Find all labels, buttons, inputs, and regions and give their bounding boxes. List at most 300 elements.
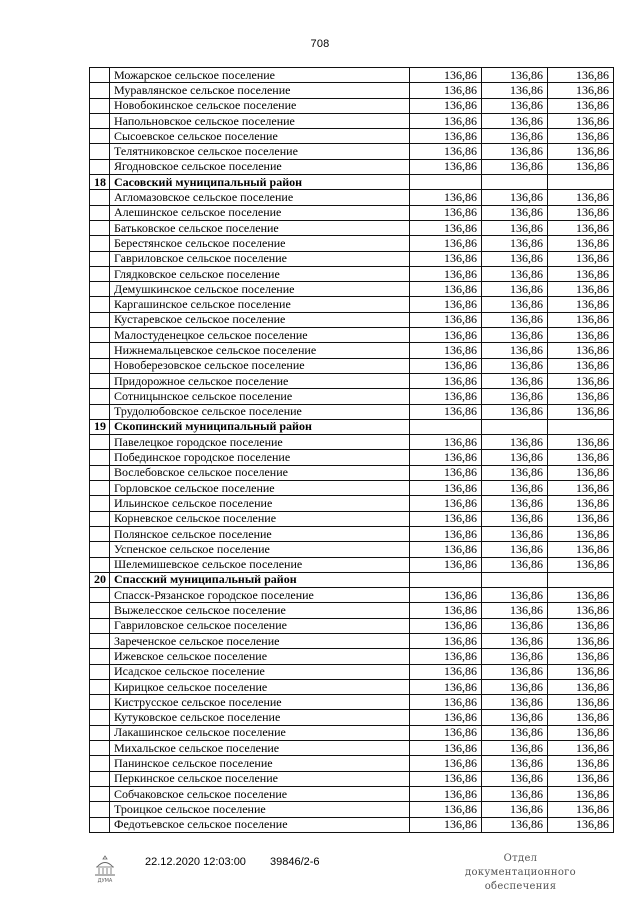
row-number: [90, 695, 110, 710]
value-col-3: 136,86: [548, 98, 614, 113]
row-number: [90, 618, 110, 633]
data-table: [89, 67, 614, 833]
value-col-1: 136,86: [410, 664, 482, 679]
value-col-1: 136,86: [410, 159, 482, 174]
table-row: [90, 542, 614, 557]
value-col-3: 136,86: [548, 266, 614, 281]
value-col-2: 136,86: [482, 557, 548, 572]
table-row: [90, 802, 614, 817]
value-col-2: [482, 419, 548, 434]
value-col-2: 136,86: [482, 526, 548, 541]
value-col-3: 136,86: [548, 481, 614, 496]
settlement-name: Гавриловское сельское поселение: [110, 618, 410, 633]
table-row: [90, 741, 614, 756]
table-row: [90, 450, 614, 465]
value-col-1: 136,86: [410, 771, 482, 786]
value-col-3: 136,86: [548, 129, 614, 144]
stamp-line-1: Отдел документационного: [465, 853, 576, 878]
value-col-1: 136,86: [410, 266, 482, 281]
row-number: [90, 786, 110, 801]
table-row: [90, 190, 614, 205]
row-number: [90, 297, 110, 312]
settlement-name: Побединское городское поселение: [110, 450, 410, 465]
settlement-name: Перкинское сельское поселение: [110, 771, 410, 786]
value-col-1: 136,86: [410, 786, 482, 801]
stamp-line-2: обеспечения: [484, 881, 557, 892]
settlement-name: Телятниковское сельское поселение: [110, 144, 410, 159]
value-col-2: 136,86: [482, 404, 548, 419]
settlement-name: Муравлянское сельское поселение: [110, 83, 410, 98]
value-col-2: 136,86: [482, 771, 548, 786]
settlement-name: Кустаревское сельское поселение: [110, 312, 410, 327]
value-col-2: 136,86: [482, 695, 548, 710]
table-row: [90, 328, 614, 343]
value-col-1: 136,86: [410, 511, 482, 526]
settlement-name: Нижнемальцевское сельское поселение: [110, 343, 410, 358]
row-number: [90, 557, 110, 572]
value-col-2: 136,86: [482, 343, 548, 358]
table-row: [90, 266, 614, 281]
value-col-3: 136,86: [548, 542, 614, 557]
value-col-3: 136,86: [548, 603, 614, 618]
settlement-name: Новобокинское сельское поселение: [110, 98, 410, 113]
value-col-2: 136,86: [482, 297, 548, 312]
row-number: [90, 542, 110, 557]
value-col-2: [482, 572, 548, 587]
settlement-name: Ильинское сельское поселение: [110, 496, 410, 511]
settlement-name: Шелемишевское сельское поселение: [110, 557, 410, 572]
settlement-name: Можарское сельское поселение: [110, 68, 410, 83]
settlement-name: Собчаковское сельское поселение: [110, 786, 410, 801]
value-col-2: 136,86: [482, 618, 548, 633]
value-col-3: 136,86: [548, 771, 614, 786]
value-col-3: 136,86: [548, 236, 614, 251]
value-col-1: 136,86: [410, 817, 482, 832]
table-row: [90, 144, 614, 159]
table-row: [90, 710, 614, 725]
table-row: [90, 771, 614, 786]
table-row: [90, 159, 614, 174]
row-number: [90, 373, 110, 388]
row-number: [90, 481, 110, 496]
district-row: [90, 175, 614, 190]
row-number: [90, 496, 110, 511]
settlement-name: Исадское сельское поселение: [110, 664, 410, 679]
value-col-1: 136,86: [410, 756, 482, 771]
value-col-1: 136,86: [410, 236, 482, 251]
row-number: [90, 358, 110, 373]
value-col-2: 136,86: [482, 741, 548, 756]
value-col-1: 136,86: [410, 450, 482, 465]
value-col-2: 136,86: [482, 679, 548, 694]
settlement-name: Зареченское сельское поселение: [110, 633, 410, 648]
table-row: [90, 695, 614, 710]
seal-text: ДУМА: [97, 878, 113, 883]
value-col-3: 136,86: [548, 817, 614, 832]
value-col-3: 136,86: [548, 435, 614, 450]
value-col-1: 136,86: [410, 588, 482, 603]
footer-datetime: 22.12.2020 12:03:00: [145, 856, 246, 868]
settlement-name: Троицкое сельское поселение: [110, 802, 410, 817]
value-col-3: 136,86: [548, 358, 614, 373]
value-col-2: 136,86: [482, 588, 548, 603]
row-number: [90, 756, 110, 771]
value-col-1: 136,86: [410, 113, 482, 128]
settlement-name: Напольновское сельское поселение: [110, 113, 410, 128]
settlement-name: Глядковское сельское поселение: [110, 266, 410, 281]
value-col-3: 136,86: [548, 802, 614, 817]
district-row: [90, 419, 614, 434]
value-col-1: 136,86: [410, 328, 482, 343]
settlement-name: Горловское сельское поселение: [110, 481, 410, 496]
value-col-3: 136,86: [548, 741, 614, 756]
value-col-1: 136,86: [410, 557, 482, 572]
row-number: [90, 129, 110, 144]
row-number: [90, 588, 110, 603]
value-col-2: 136,86: [482, 190, 548, 205]
table-row: [90, 435, 614, 450]
table-row: [90, 83, 614, 98]
row-number: [90, 741, 110, 756]
table-row: [90, 603, 614, 618]
value-col-3: 136,86: [548, 450, 614, 465]
value-col-2: 136,86: [482, 205, 548, 220]
value-col-1: 136,86: [410, 251, 482, 266]
table-row: [90, 481, 614, 496]
district-row: [90, 572, 614, 587]
value-col-2: 136,86: [482, 450, 548, 465]
settlement-name: Выжелесское сельское поселение: [110, 603, 410, 618]
value-col-3: 136,86: [548, 251, 614, 266]
value-col-2: 136,86: [482, 710, 548, 725]
value-col-1: 136,86: [410, 358, 482, 373]
value-col-2: 136,86: [482, 68, 548, 83]
settlement-name: Скопинский муниципальный район: [110, 419, 410, 434]
footer: [0, 851, 640, 901]
value-col-3: 136,86: [548, 373, 614, 388]
row-number: [90, 68, 110, 83]
value-col-2: 136,86: [482, 282, 548, 297]
value-col-1: [410, 175, 482, 190]
value-col-1: 136,86: [410, 802, 482, 817]
settlement-name: Ижевское сельское поселение: [110, 649, 410, 664]
settlement-name: Берестянское сельское поселение: [110, 236, 410, 251]
value-col-2: 136,86: [482, 603, 548, 618]
value-col-3: 136,86: [548, 159, 614, 174]
duma-seal-icon: [92, 853, 118, 883]
value-col-3: 136,86: [548, 695, 614, 710]
value-col-1: 136,86: [410, 542, 482, 557]
table-body: [90, 68, 614, 833]
table-row: [90, 205, 614, 220]
value-col-3: 136,86: [548, 710, 614, 725]
value-col-1: 136,86: [410, 98, 482, 113]
value-col-2: 136,86: [482, 144, 548, 159]
value-col-3: 136,86: [548, 618, 614, 633]
value-col-2: 136,86: [482, 358, 548, 373]
value-col-2: 136,86: [482, 802, 548, 817]
table-row: [90, 496, 614, 511]
table-row: [90, 113, 614, 128]
settlement-name: Агломазовское сельское поселение: [110, 190, 410, 205]
settlement-name: Полянское сельское поселение: [110, 526, 410, 541]
value-col-2: 136,86: [482, 649, 548, 664]
row-number: [90, 435, 110, 450]
value-col-2: 136,86: [482, 633, 548, 648]
value-col-3: 136,86: [548, 343, 614, 358]
table-row: [90, 312, 614, 327]
value-col-2: 136,86: [482, 481, 548, 496]
row-number: [90, 664, 110, 679]
value-col-3: [548, 175, 614, 190]
value-col-2: 136,86: [482, 373, 548, 388]
settlement-name: Ягодновское сельское поселение: [110, 159, 410, 174]
value-col-1: 136,86: [410, 312, 482, 327]
settlement-name: Малостуденецкое сельское поселение: [110, 328, 410, 343]
settlement-name: Новоберезовское сельское поселение: [110, 358, 410, 373]
settlement-name: Успенское сельское поселение: [110, 542, 410, 557]
row-number: [90, 205, 110, 220]
value-col-3: 136,86: [548, 664, 614, 679]
table-row: [90, 786, 614, 801]
row-number: [90, 83, 110, 98]
value-col-2: [482, 175, 548, 190]
row-number: [90, 282, 110, 297]
row-number: [90, 679, 110, 694]
value-col-3: 136,86: [548, 205, 614, 220]
value-col-3: 136,86: [548, 328, 614, 343]
row-number: [90, 220, 110, 235]
row-number: [90, 404, 110, 419]
row-number: [90, 98, 110, 113]
value-col-3: 136,86: [548, 144, 614, 159]
settlement-name: Сысоевское сельское поселение: [110, 129, 410, 144]
value-col-1: 136,86: [410, 679, 482, 694]
settlement-name: Алешинское сельское поселение: [110, 205, 410, 220]
settlement-name: Федотьевское сельское поселение: [110, 817, 410, 832]
value-col-1: 136,86: [410, 481, 482, 496]
value-col-3: 136,86: [548, 526, 614, 541]
row-number: 20: [90, 572, 110, 587]
table-row: [90, 404, 614, 419]
value-col-1: 136,86: [410, 144, 482, 159]
row-number: [90, 251, 110, 266]
row-number: [90, 312, 110, 327]
value-col-1: 136,86: [410, 633, 482, 648]
value-col-3: 136,86: [548, 220, 614, 235]
value-col-3: 136,86: [548, 649, 614, 664]
row-number: [90, 236, 110, 251]
value-col-2: 136,86: [482, 511, 548, 526]
table-row: [90, 526, 614, 541]
value-col-3: 136,86: [548, 465, 614, 480]
value-col-2: 136,86: [482, 220, 548, 235]
row-number: [90, 817, 110, 832]
footer-doc-number: 39846/2-6: [270, 856, 320, 868]
value-col-1: 136,86: [410, 129, 482, 144]
settlement-name: Придорожное сельское поселение: [110, 373, 410, 388]
table-row: [90, 588, 614, 603]
department-stamp: [448, 852, 593, 894]
table-row: [90, 251, 614, 266]
settlement-name: Трудолюбовское сельское поселение: [110, 404, 410, 419]
value-col-1: 136,86: [410, 282, 482, 297]
settlement-name: Панинское сельское поселение: [110, 756, 410, 771]
value-col-2: 136,86: [482, 251, 548, 266]
value-col-1: 136,86: [410, 343, 482, 358]
row-number: [90, 113, 110, 128]
value-col-1: 136,86: [410, 496, 482, 511]
value-col-3: 136,86: [548, 83, 614, 98]
row-number: [90, 159, 110, 174]
value-col-2: 136,86: [482, 266, 548, 281]
value-col-3: 136,86: [548, 633, 614, 648]
settlement-name: Лакашинское сельское поселение: [110, 725, 410, 740]
value-col-2: 136,86: [482, 83, 548, 98]
value-col-1: 136,86: [410, 83, 482, 98]
table-row: [90, 282, 614, 297]
value-col-2: 136,86: [482, 664, 548, 679]
value-col-1: 136,86: [410, 205, 482, 220]
value-col-1: 136,86: [410, 389, 482, 404]
table-row: [90, 649, 614, 664]
row-number: [90, 802, 110, 817]
settlement-name: Батьковское сельское поселение: [110, 220, 410, 235]
row-number: [90, 633, 110, 648]
value-col-1: [410, 419, 482, 434]
value-col-1: 136,86: [410, 526, 482, 541]
value-col-3: [548, 419, 614, 434]
value-col-3: 136,86: [548, 679, 614, 694]
value-col-1: 136,86: [410, 68, 482, 83]
value-col-3: 136,86: [548, 113, 614, 128]
row-number: [90, 190, 110, 205]
table-row: [90, 465, 614, 480]
table-row: [90, 679, 614, 694]
settlement-name: Спасский муниципальный район: [110, 572, 410, 587]
settlement-name: Сотницынское сельское поселение: [110, 389, 410, 404]
value-col-1: 136,86: [410, 220, 482, 235]
row-number: [90, 511, 110, 526]
value-col-3: 136,86: [548, 756, 614, 771]
table-row: [90, 129, 614, 144]
value-col-3: 136,86: [548, 404, 614, 419]
table-row: [90, 389, 614, 404]
table-row: [90, 817, 614, 832]
value-col-2: 136,86: [482, 312, 548, 327]
row-number: [90, 389, 110, 404]
value-col-3: 136,86: [548, 190, 614, 205]
value-col-2: 136,86: [482, 159, 548, 174]
settlement-name: Каргашинское сельское поселение: [110, 297, 410, 312]
table-row: [90, 98, 614, 113]
value-col-3: 136,86: [548, 557, 614, 572]
value-col-1: [410, 572, 482, 587]
table-row: [90, 511, 614, 526]
value-col-1: 136,86: [410, 710, 482, 725]
table-row: [90, 373, 614, 388]
row-number: [90, 465, 110, 480]
value-col-2: 136,86: [482, 817, 548, 832]
table-row: [90, 343, 614, 358]
row-number: [90, 771, 110, 786]
row-number: [90, 450, 110, 465]
table-row: [90, 220, 614, 235]
row-number: [90, 725, 110, 740]
value-col-2: 136,86: [482, 236, 548, 251]
value-col-3: 136,86: [548, 725, 614, 740]
value-col-2: 136,86: [482, 129, 548, 144]
value-col-2: 136,86: [482, 725, 548, 740]
value-col-3: [548, 572, 614, 587]
value-col-1: 136,86: [410, 741, 482, 756]
settlement-name: Спасск-Рязанское городское поселение: [110, 588, 410, 603]
table-row: [90, 725, 614, 740]
value-col-1: 136,86: [410, 695, 482, 710]
settlement-name: Киструсское сельское поселение: [110, 695, 410, 710]
value-col-1: 136,86: [410, 435, 482, 450]
page-number: 708: [310, 38, 330, 50]
value-col-3: 136,86: [548, 389, 614, 404]
value-col-3: 136,86: [548, 297, 614, 312]
table-row: [90, 664, 614, 679]
value-col-2: 136,86: [482, 496, 548, 511]
row-number: [90, 649, 110, 664]
settlement-name: Павелецкое городское поселение: [110, 435, 410, 450]
value-col-3: 136,86: [548, 786, 614, 801]
table-row: [90, 358, 614, 373]
value-col-2: 136,86: [482, 113, 548, 128]
table-row: [90, 633, 614, 648]
row-number: [90, 343, 110, 358]
value-col-3: 136,86: [548, 282, 614, 297]
value-col-1: 136,86: [410, 725, 482, 740]
value-col-3: 136,86: [548, 312, 614, 327]
value-col-3: 136,86: [548, 511, 614, 526]
value-col-1: 136,86: [410, 190, 482, 205]
value-col-2: 136,86: [482, 786, 548, 801]
settlement-name: Кирицкое сельское поселение: [110, 679, 410, 694]
settlement-name: Корневское сельское поселение: [110, 511, 410, 526]
row-number: [90, 266, 110, 281]
value-col-1: 136,86: [410, 373, 482, 388]
settlement-name: Кутуковское сельское поселение: [110, 710, 410, 725]
value-col-1: 136,86: [410, 297, 482, 312]
table-row: [90, 618, 614, 633]
row-number: 19: [90, 419, 110, 434]
value-col-3: 136,86: [548, 496, 614, 511]
settlement-name: Вослебовское сельское поселение: [110, 465, 410, 480]
value-col-2: 136,86: [482, 542, 548, 557]
value-col-2: 136,86: [482, 328, 548, 343]
row-number: 18: [90, 175, 110, 190]
value-col-3: 136,86: [548, 68, 614, 83]
value-col-2: 136,86: [482, 756, 548, 771]
table-row: [90, 557, 614, 572]
row-number: [90, 328, 110, 343]
value-col-2: 136,86: [482, 465, 548, 480]
value-col-3: 136,86: [548, 588, 614, 603]
value-col-1: 136,86: [410, 465, 482, 480]
row-number: [90, 603, 110, 618]
value-col-2: 136,86: [482, 98, 548, 113]
settlement-name: Сасовский муниципальный район: [110, 175, 410, 190]
value-col-1: 136,86: [410, 603, 482, 618]
table-row: [90, 68, 614, 83]
value-col-2: 136,86: [482, 389, 548, 404]
value-col-1: 136,86: [410, 649, 482, 664]
settlement-name: Демушкинское сельское поселение: [110, 282, 410, 297]
